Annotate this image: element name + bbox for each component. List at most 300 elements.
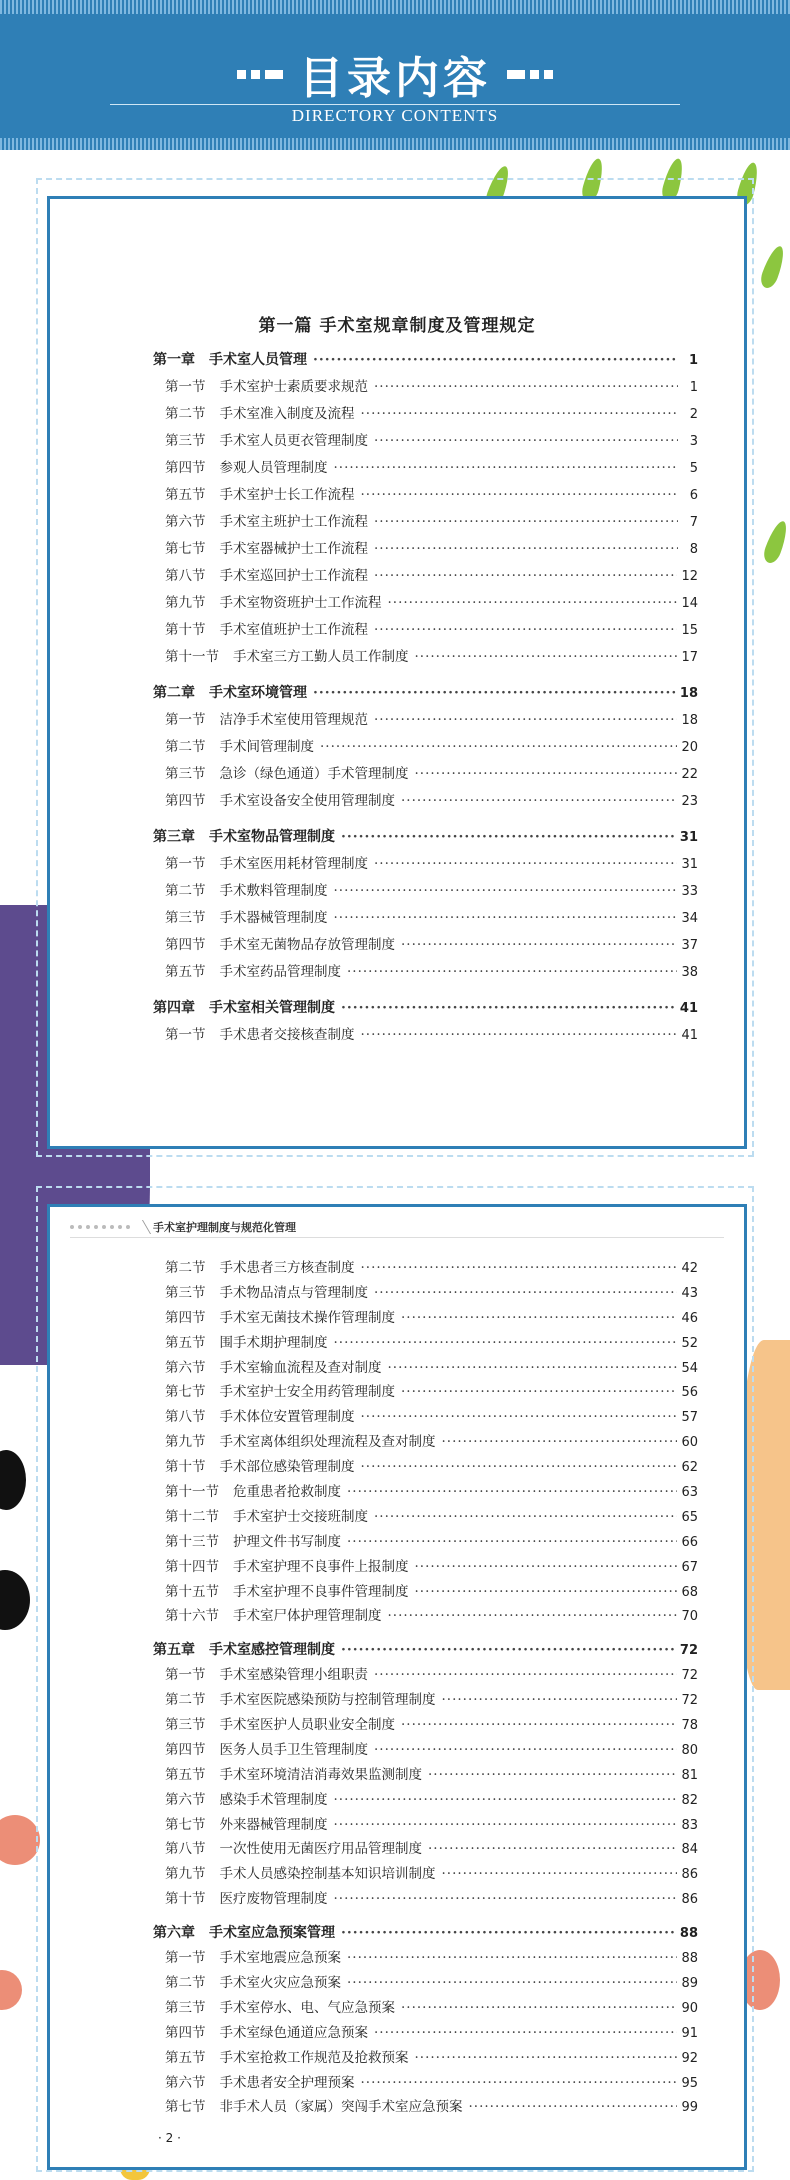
toc-leader-dots: [334, 1813, 678, 1838]
toc-leader-dots: [415, 2046, 678, 2071]
banner-top-stripe: [0, 0, 790, 14]
toc-section-entry[interactable]: [153, 878, 698, 905]
toc-leader-dots: [401, 1306, 677, 1331]
toc-entry-title: 手术体位安置管理制度: [219, 1409, 355, 1426]
toc-section-entry[interactable]: [153, 563, 698, 590]
toc-entry-title: 手术室主班护士工作流程: [219, 514, 368, 530]
toc-entry-title: 手术室环境清洁消毒效果监测制度: [219, 1766, 422, 1783]
running-head-slash: [132, 1220, 151, 1234]
toc-leader-dots: [334, 455, 679, 482]
toc-entry-number: 第十四节: [165, 1558, 219, 1575]
toc-leader-dots: [374, 1738, 677, 1763]
toc-entry-title: 手术室物品管理制度: [209, 829, 335, 845]
toc-entry-title: 护理文件书写制度: [233, 1533, 341, 1550]
toc-entry-number: 第一节: [165, 1667, 206, 1684]
toc-leader-dots: [374, 851, 677, 878]
toc-leader-dots: [401, 1996, 677, 2021]
toc-entry-number: 第三节: [165, 1717, 206, 1734]
toc-entry-page: 20: [681, 740, 698, 755]
toc-entry-number: 第五章: [153, 1642, 195, 1659]
toc-entry-number: 第十三节: [165, 1533, 219, 1550]
toc-entry-title: 手术部位感染管理制度: [219, 1459, 355, 1476]
toc-entry-number: 第二节: [165, 406, 206, 422]
toc-section-entry[interactable]: [153, 1505, 698, 1530]
toc-entry-title: 手术室设备安全使用管理制度: [219, 793, 395, 809]
toc-leader-dots: [374, 1505, 677, 1530]
toc-entry-page: 60: [681, 1435, 698, 1451]
page-number: · 2 ·: [158, 2131, 181, 2145]
toc-entry-page: 80: [681, 1742, 698, 1758]
title-dots-left: [237, 70, 283, 79]
toc-entry-number: 第十节: [165, 622, 206, 638]
toc-entry-page: 37: [681, 938, 698, 953]
toc-section-entry[interactable]: [153, 536, 698, 563]
toc-leader-dots: [361, 482, 679, 509]
toc-entry-page: 43: [681, 1285, 698, 1301]
toc-section-entry[interactable]: [153, 761, 698, 788]
toc-leader-dots: [374, 509, 678, 536]
running-head: [70, 1217, 296, 1237]
toc-entry-page: 68: [681, 1584, 698, 1600]
toc-entry-number: 第六节: [165, 514, 206, 530]
toc-leader-dots: [469, 2095, 678, 2120]
toc-entry-number: 第二节: [165, 1974, 206, 1991]
toc-section-entry[interactable]: [153, 1022, 698, 1049]
toc-entry-page: 83: [681, 1817, 698, 1833]
toc-entry-number: 第二节: [165, 1692, 206, 1709]
toc-section-entry[interactable]: [153, 1946, 698, 1971]
toc-entry-page: 86: [681, 1892, 698, 1908]
toc-leader-dots: [347, 1530, 677, 1555]
toc-section-entry[interactable]: [153, 644, 698, 671]
toc-section-entry[interactable]: [153, 1713, 698, 1738]
toc-section-entry[interactable]: [153, 1430, 698, 1455]
toc-entry-page: 62: [681, 1460, 698, 1476]
toc-entry-title: 手术敷料管理制度: [219, 883, 328, 899]
toc-leader-dots: [415, 644, 678, 671]
toc-section-entry[interactable]: [153, 401, 698, 428]
toc-leader-dots: [313, 680, 676, 707]
toc-leader-dots: [388, 590, 678, 617]
toc-leader-dots: [341, 1921, 676, 1946]
toc-entry-page: 3: [689, 434, 698, 449]
toc-leader-dots: [334, 878, 678, 905]
toc-section-entry[interactable]: [153, 851, 698, 878]
toc-entry-number: 第四节: [165, 1309, 206, 1326]
toc-entry-page: 91: [681, 2025, 698, 2041]
toc-entry-number: 第三节: [165, 910, 206, 926]
toc-section-entry[interactable]: [153, 1256, 698, 1281]
toc-leader-dots: [374, 707, 677, 734]
toc-entry-title: 手术室无菌物品存放管理制度: [219, 937, 395, 953]
toc-section-entry[interactable]: [153, 707, 698, 734]
toc-entry-number: 第一节: [165, 1950, 206, 1967]
toc-entry-title: 手术室准入制度及流程: [219, 406, 355, 422]
toc-entry-title: 手术室医用耗材管理制度: [219, 856, 368, 872]
toc-entry-number: 第十二节: [165, 1508, 219, 1525]
toc-entry-number: 第九节: [165, 1434, 206, 1451]
toc-entry-number: 第十节: [165, 1459, 206, 1476]
toc-section-entry[interactable]: [153, 1763, 698, 1788]
toc-leader-dots: [374, 1281, 677, 1306]
toc-entry-number: 第八节: [165, 568, 206, 584]
toc-entry-page: 89: [681, 1975, 698, 1991]
leaf-decoration: [758, 244, 788, 291]
toc-leader-dots: [361, 1455, 678, 1480]
toc-entry-page: 22: [681, 767, 698, 782]
toc-section-entry[interactable]: [153, 932, 698, 959]
toc-entry-page: 90: [681, 2000, 698, 2016]
toc-entry-page: 81: [681, 1767, 698, 1783]
toc-entry-page: 99: [681, 2100, 698, 2116]
toc-section-entry[interactable]: [153, 482, 698, 509]
toc-entry-number: 第十一节: [165, 649, 219, 665]
toc-leader-dots: [374, 617, 677, 644]
toc-section-entry[interactable]: [153, 1663, 698, 1688]
toc-entry-title: 手术室人员管理: [209, 352, 307, 368]
toc-entry-title: 手术间管理制度: [219, 739, 314, 755]
header-banner: [0, 0, 790, 150]
toc-entry-number: 第三节: [165, 1284, 206, 1301]
toc-entry-page: 57: [681, 1410, 698, 1426]
toc-entry-title: 手术室应急预案管理: [209, 1925, 335, 1942]
toc-entry-number: 第四节: [165, 2024, 206, 2041]
toc-entry-title: 医务人员手卫生管理制度: [219, 1741, 368, 1758]
toc-entry-page: 8: [689, 542, 698, 557]
toc-entry-title: 手术室抢救工作规范及抢救预案: [219, 2049, 409, 2066]
toc-section-entry[interactable]: [153, 1356, 698, 1381]
running-head-dots: [70, 1225, 130, 1229]
toc-section-entry[interactable]: [153, 788, 698, 815]
toc-section-entry[interactable]: [153, 1887, 698, 1912]
toc-entry-number: 第九节: [165, 1866, 206, 1883]
toc-chapter-entry[interactable]: [153, 824, 698, 851]
toc-entry-title: 手术室输血流程及查对制度: [219, 1359, 382, 1376]
toc-entry-number: 第十一节: [165, 1484, 219, 1501]
toc-section-entry[interactable]: [153, 905, 698, 932]
toc-section-entry[interactable]: [153, 1788, 698, 1813]
part-title: 第一篇 手术室规章制度及管理规定: [258, 316, 536, 336]
toc-entry-title: 手术室三方工勤人员工作制度: [233, 649, 409, 665]
toc-entry-page: 31: [679, 830, 698, 845]
toc-leader-dots: [374, 1663, 677, 1688]
toc-entry-page: 95: [681, 2075, 698, 2091]
toc-chapter-entry[interactable]: [153, 1638, 698, 1663]
toc-leader-dots: [334, 1331, 678, 1356]
toc-entry-number: 第十六节: [165, 1608, 219, 1625]
toc-leader-dots: [374, 563, 677, 590]
running-head-text: 手术室护理制度与规范化管理: [153, 1221, 296, 1234]
toc-leader-dots: [442, 1688, 678, 1713]
toc-entry-number: 第四章: [153, 1000, 195, 1016]
toc-leader-dots: [361, 1022, 678, 1049]
toc-entry-page: 38: [681, 965, 698, 980]
leaf-decoration: [761, 519, 790, 566]
toc-leader-dots: [361, 1405, 678, 1430]
toc-section-entry[interactable]: [153, 1738, 698, 1763]
toc-leader-dots: [361, 2071, 678, 2096]
toc-entry-page: 2: [689, 407, 698, 422]
black-dot-decoration: [0, 1450, 26, 1510]
toc-entry-page: 88: [681, 1951, 698, 1967]
page-subtitle-text: DIRECTORY CONTENTS: [282, 106, 508, 125]
toc-entry-title: 急诊（绿色通道）手术管理制度: [219, 766, 409, 782]
toc-leader-dots: [334, 905, 678, 932]
toc-entry-number: 第七节: [165, 2099, 206, 2116]
toc-section-entry[interactable]: [153, 1555, 698, 1580]
toc-entry-page: 54: [681, 1360, 698, 1376]
toc-entry-number: 第三节: [165, 433, 206, 449]
toc-entry-title: 感染手术管理制度: [219, 1791, 328, 1808]
toc-entry-number: 第八节: [165, 1409, 206, 1426]
toc-section-entry[interactable]: [153, 1996, 698, 2021]
toc-entry-number: 第四节: [165, 1741, 206, 1758]
toc-leader-dots: [388, 1604, 678, 1629]
toc-entry-title: 手术室护理不良事件管理制度: [233, 1583, 409, 1600]
toc-entry-title: 手术室火灾应急预案: [219, 1974, 341, 1991]
toc-section-entry[interactable]: [153, 734, 698, 761]
toc-entry-title: 一次性使用无菌医疗用品管理制度: [219, 1841, 422, 1858]
toc-entry-title: 手术室器械护士工作流程: [219, 541, 368, 557]
toc-entry-title: 洁净手术室使用管理规范: [219, 712, 368, 728]
toc-entry-title: 手术室相关管理制度: [209, 1000, 335, 1016]
toc-entry-page: 86: [681, 1867, 698, 1883]
toc-entry-page: 18: [681, 713, 698, 728]
toc-list-2: [153, 1256, 698, 2120]
toc-entry-number: 第六节: [165, 1791, 206, 1808]
toc-section-entry[interactable]: [153, 1580, 698, 1605]
toc-entry-page: 12: [681, 569, 698, 584]
toc-entry-number: 第五节: [165, 2049, 206, 2066]
toc-section-entry[interactable]: [153, 374, 698, 401]
black-dot-decoration: [0, 1570, 30, 1630]
toc-entry-title: 手术患者交接核查制度: [219, 1027, 355, 1043]
toc-section-entry[interactable]: [153, 2046, 698, 2071]
toc-entry-title: 手术室护士素质要求规范: [219, 379, 368, 395]
toc-entry-page: 52: [681, 1335, 698, 1351]
toc-entry-page: 14: [681, 596, 698, 611]
toc-section-entry[interactable]: [153, 2095, 698, 2120]
toc-entry-page: 15: [681, 623, 698, 638]
toc-entry-page: 5: [689, 461, 698, 476]
toc-entry-page: 34: [681, 911, 698, 926]
toc-entry-title: 外来器械管理制度: [219, 1816, 328, 1833]
toc-entry-title: 危重患者抢救制度: [233, 1484, 341, 1501]
pink-dot-decoration: [0, 1815, 40, 1865]
toc-entry-title: 参观人员管理制度: [219, 460, 328, 476]
toc-leader-dots: [401, 932, 677, 959]
toc-section-entry[interactable]: [153, 2071, 698, 2096]
toc-entry-title: 手术患者三方核查制度: [219, 1260, 355, 1276]
toc-chapter-entry[interactable]: [153, 680, 698, 707]
toc-entry-page: 78: [681, 1718, 698, 1734]
toc-leader-dots: [415, 761, 678, 788]
toc-entry-title: 非手术人员（家属）突闯手术室应急预案: [219, 2099, 463, 2116]
toc-leader-dots: [320, 734, 677, 761]
toc-leader-dots: [347, 959, 677, 986]
toc-entry-title: 围手术期护理制度: [219, 1334, 328, 1351]
toc-entry-page: 66: [681, 1534, 698, 1550]
toc-entry-title: 手术器械管理制度: [219, 910, 328, 926]
toc-entry-title: 手术室值班护士工作流程: [219, 622, 368, 638]
toc-leader-dots: [347, 1480, 677, 1505]
toc-entry-page: 17: [681, 650, 698, 665]
toc-entry-title: 手术室离体组织处理流程及查对制度: [219, 1434, 436, 1451]
toc-entry-title: 手术室医护人员职业安全制度: [219, 1717, 395, 1734]
toc-section-entry[interactable]: [153, 1971, 698, 1996]
toc-entry-title: 手术室尸体护理管理制度: [233, 1608, 382, 1625]
toc-entry-number: 第五节: [165, 964, 206, 980]
toc-leader-dots: [334, 1788, 678, 1813]
toc-entry-title: 手术室人员更衣管理制度: [219, 433, 368, 449]
running-head-rule: [70, 1237, 724, 1238]
toc-entry-page: 33: [681, 884, 698, 899]
toc-entry-page: 72: [679, 1643, 698, 1659]
toc-section-entry[interactable]: [153, 509, 698, 536]
toc-entry-number: 第十节: [165, 1891, 206, 1908]
toc-entry-page: 23: [681, 794, 698, 809]
toc-list-1: [153, 347, 698, 1049]
toc-entry-number: 第二节: [165, 883, 206, 899]
toc-section-entry[interactable]: [153, 455, 698, 482]
toc-section-entry[interactable]: [153, 1281, 698, 1306]
toc-entry-title: 手术室护士安全用药管理制度: [219, 1384, 395, 1401]
toc-section-entry[interactable]: [153, 1530, 698, 1555]
toc-entry-title: 手术物品清点与管理制度: [219, 1284, 368, 1301]
toc-entry-page: 1: [688, 353, 698, 368]
toc-leader-dots: [341, 824, 676, 851]
toc-entry-page: 84: [681, 1842, 698, 1858]
toc-leader-dots: [401, 788, 677, 815]
toc-entry-page: 92: [681, 2050, 698, 2066]
toc-entry-number: 第一章: [153, 352, 195, 368]
toc-entry-page: 70: [681, 1609, 698, 1625]
toc-entry-page: 7: [689, 515, 698, 530]
page-subtitle: [0, 104, 790, 128]
toc-entry-number: 第六节: [165, 1359, 206, 1376]
pink-dot-decoration: [0, 1970, 22, 2010]
toc-entry-page: 6: [689, 488, 698, 503]
toc-entry-number: 第七节: [165, 541, 206, 557]
toc-entry-number: 第四节: [165, 937, 206, 953]
toc-entry-number: 第九节: [165, 595, 206, 611]
toc-leader-dots: [442, 1430, 678, 1455]
toc-leader-dots: [401, 1713, 677, 1738]
toc-entry-title: 手术室感控管理制度: [209, 1642, 335, 1659]
toc-section-entry[interactable]: [153, 1306, 698, 1331]
toc-entry-title: 医疗废物管理制度: [219, 1891, 328, 1908]
toc-page-1: [47, 196, 747, 1149]
toc-entry-page: 72: [681, 1668, 698, 1684]
toc-section-entry[interactable]: [153, 1455, 698, 1480]
toc-entry-title: 手术室停水、电、气应急预案: [219, 1999, 395, 2016]
toc-entry-page: 18: [679, 686, 698, 701]
toc-section-entry[interactable]: [153, 1813, 698, 1838]
toc-entry-number: 第二章: [153, 685, 195, 701]
toc-leader-dots: [415, 1580, 678, 1605]
toc-leader-dots: [313, 347, 678, 374]
toc-section-entry[interactable]: [153, 1405, 698, 1430]
toc-entry-title: 手术室物资班护士工作流程: [219, 595, 382, 611]
toc-entry-page: 31: [681, 857, 698, 872]
toc-entry-number: 第五节: [165, 1334, 206, 1351]
toc-section-entry[interactable]: [153, 959, 698, 986]
toc-entry-page: 41: [679, 1001, 698, 1016]
toc-chapter-entry[interactable]: [153, 1921, 698, 1946]
toc-leader-dots: [428, 1837, 677, 1862]
toc-entry-title: 手术室医院感染预防与控制管理制度: [219, 1692, 436, 1709]
toc-section-entry[interactable]: [153, 590, 698, 617]
title-dots-right: [507, 70, 553, 79]
toc-section-entry[interactable]: [153, 2021, 698, 2046]
toc-entry-title: 手术人员感染控制基本知识培训制度: [219, 1866, 436, 1883]
toc-leader-dots: [347, 1946, 677, 1971]
toc-entry-number: 第十五节: [165, 1583, 219, 1600]
toc-entry-title: 手术室药品管理制度: [219, 964, 341, 980]
toc-entry-page: 72: [681, 1693, 698, 1709]
toc-entry-page: 88: [679, 1926, 698, 1942]
toc-section-entry[interactable]: [153, 1862, 698, 1887]
toc-leader-dots: [341, 1638, 676, 1663]
toc-leader-dots: [374, 374, 678, 401]
toc-entry-page: 63: [681, 1485, 698, 1501]
toc-leader-dots: [341, 995, 676, 1022]
toc-entry-page: 65: [681, 1509, 698, 1525]
toc-leader-dots: [334, 1887, 678, 1912]
toc-section-entry[interactable]: [153, 1837, 698, 1862]
toc-leader-dots: [401, 1380, 677, 1405]
toc-entry-number: 第一节: [165, 379, 206, 395]
toc-entry-number: 第三章: [153, 829, 195, 845]
banner-bottom-stripe: [0, 138, 790, 150]
toc-chapter-entry[interactable]: [153, 995, 698, 1022]
toc-entry-title: 手术室绿色通道应急预案: [219, 2024, 368, 2041]
toc-entry-number: 第一节: [165, 712, 206, 728]
toc-section-entry[interactable]: [153, 1380, 698, 1405]
toc-entry-title: 手术患者安全护理预案: [219, 2074, 355, 2091]
toc-entry-page: 41: [681, 1028, 698, 1043]
toc-entry-page: 67: [681, 1559, 698, 1575]
toc-entry-title: 手术室地震应急预案: [219, 1950, 341, 1967]
toc-entry-title: 手术室环境管理: [209, 685, 307, 701]
toc-entry-number: 第七节: [165, 1384, 206, 1401]
page-title: 目录内容: [299, 53, 491, 104]
toc-entry-number: 第二节: [165, 739, 206, 755]
toc-leader-dots: [388, 1356, 678, 1381]
banner-title-row: [0, 48, 790, 104]
toc-section-entry[interactable]: [153, 428, 698, 455]
toc-entry-title: 手术室护士交接班制度: [233, 1508, 368, 1525]
toc-entry-title: 手术室感染管理小组职责: [219, 1667, 368, 1684]
toc-entry-number: 第一节: [165, 856, 206, 872]
toc-leader-dots: [442, 1862, 678, 1887]
toc-entry-number: 第四节: [165, 793, 206, 809]
toc-section-entry[interactable]: [153, 1480, 698, 1505]
toc-leader-dots: [374, 2021, 677, 2046]
toc-entry-page: 56: [681, 1385, 698, 1401]
toc-leader-dots: [361, 401, 679, 428]
toc-section-entry[interactable]: [153, 1688, 698, 1713]
toc-entry-title: 手术室巡回护士工作流程: [219, 568, 368, 584]
toc-chapter-entry[interactable]: [153, 347, 698, 374]
toc-entry-title: 手术室无菌技术操作管理制度: [219, 1309, 395, 1326]
toc-section-entry[interactable]: [153, 1604, 698, 1629]
toc-section-entry[interactable]: [153, 1331, 698, 1356]
toc-entry-number: 第六节: [165, 2074, 206, 2091]
toc-entry-number: 第六章: [153, 1925, 195, 1942]
toc-section-entry[interactable]: [153, 617, 698, 644]
toc-leader-dots: [361, 1256, 678, 1281]
